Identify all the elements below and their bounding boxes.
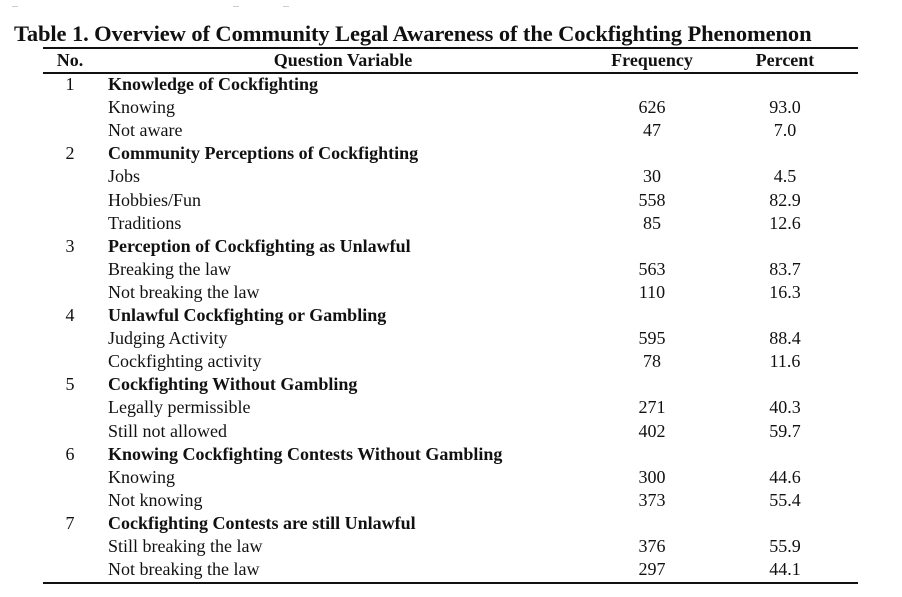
table-row [43, 350, 858, 373]
frequency-cell: 85 [643, 212, 661, 233]
answer-label: Traditions [108, 212, 182, 233]
answer-label: Breaking the law [108, 258, 231, 279]
question-variable-title: Cockfighting Without Gambling [108, 374, 358, 395]
table-row [43, 327, 858, 350]
question-variable-title: Community Perceptions of Cockfighting [108, 143, 419, 164]
table-group-row [43, 512, 858, 535]
table-caption: Table 1. Overview of Community Legal Awareness of the Cockfighting Phenomenon [14, 21, 812, 46]
question-variable-title: Knowledge of Cockfighting [108, 74, 319, 94]
table-header-row [43, 49, 858, 72]
row-number: 2 [65, 143, 75, 164]
frequency-cell: 563 [638, 258, 666, 279]
frequency-cell: 402 [638, 420, 666, 441]
row-number: 5 [65, 374, 75, 395]
answer-label: Hobbies/Fun [108, 189, 202, 210]
answer-label: Knowing [108, 97, 175, 118]
frequency-cell: 78 [643, 351, 661, 372]
table-row [43, 258, 858, 281]
percent-cell: 88.4 [769, 328, 801, 349]
frequency-cell: 300 [638, 466, 666, 487]
frequency-cell: 30 [643, 166, 661, 187]
answer-label: Jobs [108, 166, 141, 187]
percent-cell: 82.9 [769, 189, 801, 210]
table-row [43, 119, 858, 142]
header-frequency: Frequency [611, 50, 693, 70]
table-row [43, 420, 858, 443]
answer-label: Legally permissible [108, 397, 251, 418]
percent-cell: 93.0 [769, 97, 801, 118]
frequency-cell: 626 [638, 97, 666, 118]
table-group-row [43, 73, 858, 96]
percent-cell: 4.5 [773, 166, 797, 187]
percent-cell: 7.0 [773, 120, 797, 141]
table-row [43, 165, 858, 188]
table-row [43, 96, 858, 119]
frequency-cell: 110 [638, 281, 666, 302]
frequency-cell: 376 [638, 536, 666, 556]
table-row [43, 281, 858, 304]
question-variable-title: Knowing Cockfighting Contests Without Gambling [108, 443, 503, 464]
answer-label: Judging Activity [108, 328, 228, 349]
answer-label: Not breaking the law [108, 559, 260, 580]
table-group-row [43, 235, 858, 258]
percent-cell: 40.3 [769, 397, 801, 418]
percent-cell: 44.1 [769, 559, 801, 580]
answer-label: Not breaking the law [108, 281, 260, 302]
header-no: No. [56, 50, 84, 70]
header-question-variable: Question Variable [273, 50, 413, 70]
answer-label: Knowing [108, 466, 175, 487]
row-number: 6 [65, 443, 75, 464]
table-group-row [43, 373, 858, 396]
scan-artifact [233, 6, 239, 7]
frequency-cell: 271 [638, 397, 666, 418]
row-number: 4 [65, 305, 75, 325]
table-row [43, 535, 858, 558]
answer-label: Still breaking the law [108, 536, 263, 556]
frequency-cell: 595 [638, 328, 666, 349]
frequency-cell: 373 [638, 489, 666, 510]
table-group-row [43, 304, 858, 327]
table-group-row [43, 443, 858, 466]
frequency-cell: 558 [638, 189, 666, 210]
answer-label: Not aware [108, 120, 183, 141]
question-variable-title: Cockfighting Contests are still Unlawful [108, 512, 416, 533]
row-number: 7 [65, 512, 75, 533]
percent-cell: 59.7 [769, 420, 801, 441]
table-row [43, 212, 858, 235]
header-percent: Percent [755, 50, 815, 70]
table-group-row [43, 142, 858, 165]
row-number: 1 [65, 74, 75, 94]
percent-cell: 12.6 [769, 212, 801, 233]
percent-cell: 44.6 [769, 466, 801, 487]
answer-label: Not knowing [108, 489, 203, 510]
percent-cell: 16.3 [769, 281, 801, 302]
row-number: 3 [65, 235, 75, 256]
frequency-cell: 297 [638, 559, 666, 580]
answer-label: Still not allowed [108, 420, 227, 441]
question-variable-title: Unlawful Cockfighting or Gambling [108, 305, 387, 325]
table-row [43, 189, 858, 212]
answer-label: Cockfighting activity [108, 351, 262, 372]
percent-cell: 55.9 [769, 536, 801, 556]
scan-artifact [12, 6, 18, 7]
table-row [43, 489, 858, 512]
percent-cell: 11.6 [769, 351, 801, 372]
frequency-cell: 47 [643, 120, 661, 141]
table-row [43, 396, 858, 419]
table-row [43, 558, 858, 581]
percent-cell: 55.4 [769, 489, 801, 510]
question-variable-title: Perception of Cockfighting as Unlawful [108, 235, 411, 256]
scan-artifact [283, 6, 289, 7]
percent-cell: 83.7 [769, 258, 801, 279]
table-bottom-rule [43, 582, 858, 584]
table-row [43, 466, 858, 489]
